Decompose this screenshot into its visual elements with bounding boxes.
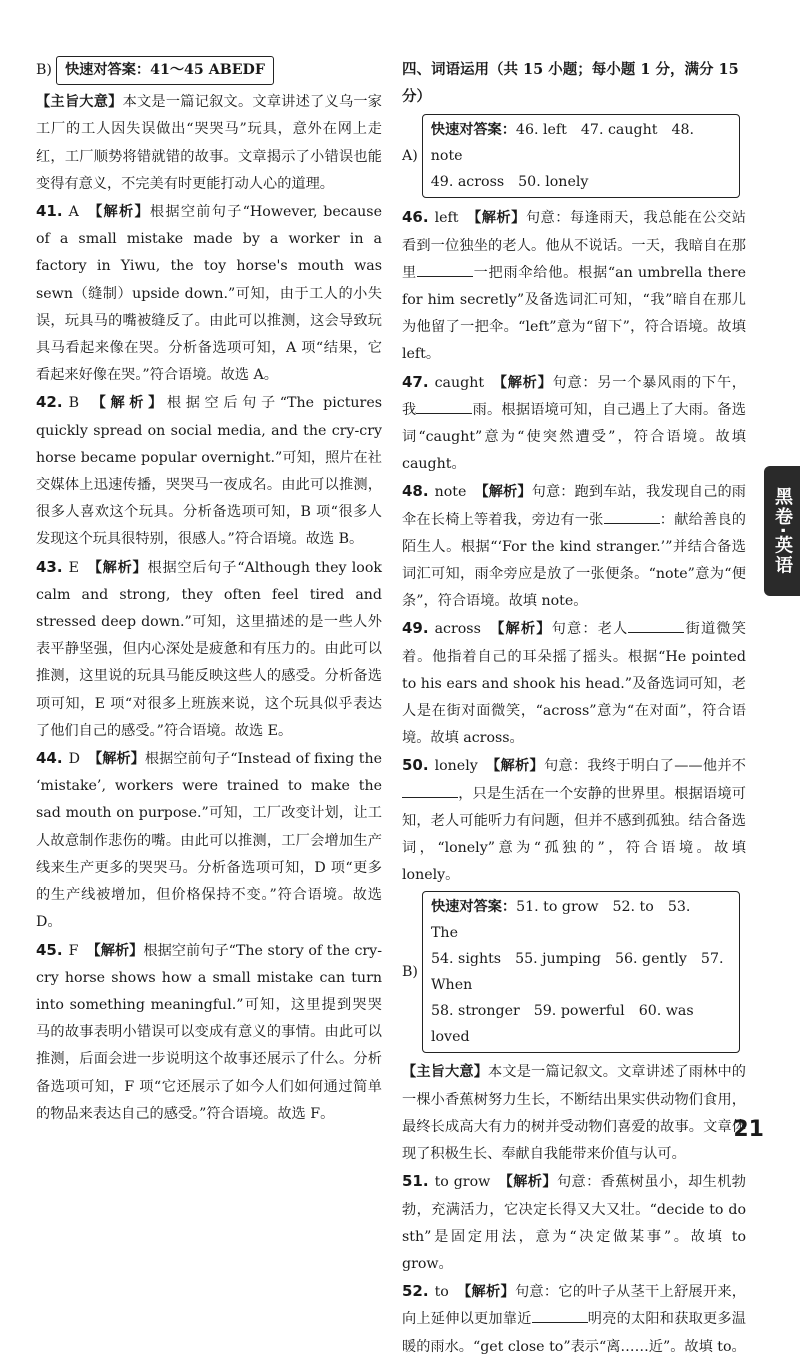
analysis-tag: 【解析】 — [456, 1284, 515, 1301]
left-column — [36, 56, 382, 1128]
analysis-text: 街道微笑着。他指着自己的耳朵摇了摇头。根据“He pointed to his ears and shook his head.”及备选词可知，老人是在街对面微笑，“across”意为“在对面”，符合语境。故填 across。 — [402, 621, 746, 747]
quick-answer-b — [402, 891, 746, 1053]
question-52 — [402, 1278, 746, 1361]
blank-line — [402, 783, 458, 798]
answer: F — [68, 942, 79, 959]
quick-answer-a — [402, 114, 746, 198]
question-number: 45. — [36, 940, 63, 959]
answer-entry: 46. left — [515, 122, 567, 139]
analysis-tag: 【解析】 — [466, 210, 526, 227]
main-idea-tag: 【主旨大意】 — [36, 94, 123, 111]
question-number: 41. — [36, 202, 63, 221]
analysis-text: 根据空前句子“Instead of fixing the ‘mistake’, workers were trained to make the sad mouth on purpose.”可知，工厂改变计划，让工人故意制作悲伤的嘴。由此可以推测，工厂会增加生产线来生产更多的哭哭马。分析备选项可知，D 项“更多的生产线被增加，但价格保持不变。”符合语境。故选 D。 — [36, 751, 382, 931]
quick-label: 快速对答案： — [64, 62, 151, 78]
answer-entry: 47. caught — [580, 122, 658, 139]
main-idea — [402, 1059, 746, 1168]
question-number: 49. — [402, 619, 429, 638]
blank-line — [628, 618, 684, 633]
question-45 — [36, 937, 382, 1128]
answer-entry: 60. was loved — [430, 1003, 694, 1046]
question-47 — [402, 369, 746, 479]
side-tab-label: 黑卷·英语 — [772, 486, 793, 576]
quick-answer-row — [36, 56, 382, 85]
answer-entry: 59. powerful — [533, 1003, 625, 1020]
answer: B — [68, 395, 80, 412]
analysis-text: 根据空前句子“However, because of a small mistake made by a worker in a factory in Yiwu, the toy horse's mouth was sewn（缝制）upside down.”可知，由于工人的小失误，玩具马的嘴被缝反了。由此可以推测，这会导致玩具马看起来像在哭。分析备选项可知，A 项“结果，它看起来好像在哭。”符合语境。故选 A。 — [36, 204, 382, 384]
question-number: 44. — [36, 749, 63, 768]
analysis-tag: 【解析】 — [87, 751, 145, 768]
question-number: 47. — [402, 372, 429, 391]
quick-row-2 — [431, 169, 731, 195]
analysis-tag: 【解析】 — [86, 204, 150, 221]
quick-label: 快速对答案： — [430, 899, 517, 916]
analysis-text: 根据空后句子“Although they look calm and strong, they often feel tired and stressed deep down.”可知，这里描述的是一些人外表平静坚强，但内心深处是疲惫和有压力的。由此可以推测，这里说的玩具马能反映这些人的感受。分析备选项可知，E 项“对很多上班族来说，这个玩具似乎表达了他们自己的感受。”符合语境。故选 E。 — [36, 559, 382, 739]
question-number: 46. — [402, 208, 429, 227]
quick-row-3 — [431, 998, 731, 1050]
question-51 — [402, 1168, 746, 1278]
analysis-tag: 【解析】 — [485, 758, 544, 775]
answer-entry: 55. jumping — [515, 951, 601, 968]
answer-entry: 54. sights — [430, 951, 502, 968]
answer-entry: 53. The — [430, 899, 691, 942]
analysis-text: 明亮的太阳和获取更多温暖的雨水。“get close to”表示“离……近”。故填 to。 — [402, 1311, 746, 1355]
quick-label: 快速对答案： — [430, 122, 516, 139]
quick-prefix: B) — [36, 62, 52, 78]
section-title: 四、词语运用（共 15 小题；每小题 1 分，满分 15 分） — [402, 61, 739, 106]
answer-entry: 52. to — [612, 899, 654, 916]
question-number: 51. — [402, 1172, 429, 1191]
answer: to grow — [434, 1174, 491, 1191]
analysis-text: 句意：它的叶子从茎干上舒展开来，向上延伸以更加靠近 — [402, 1284, 746, 1328]
quick-prefix: A) — [402, 147, 418, 164]
answer: D — [68, 751, 80, 768]
answer: to — [434, 1284, 449, 1301]
analysis-tag: 【解析】 — [488, 621, 552, 638]
question-number: 43. — [36, 557, 63, 576]
quick-row-2 — [431, 946, 731, 998]
answer-entry: 50. lonely — [518, 174, 589, 191]
subject-side-tab — [764, 466, 800, 596]
question-49 — [402, 615, 746, 752]
analysis-text: 句意：另一个暴风雨的下午，我 — [402, 374, 746, 418]
quick-answer-box — [56, 56, 274, 85]
analysis-text: 句意：跑到车站，我发现自己的雨伞在长椅上等着我，旁边有一张 — [402, 484, 746, 528]
quick-row-1 — [431, 117, 731, 169]
quick-value: 41～45 ABEDF — [150, 62, 265, 78]
question-number: 48. — [402, 482, 429, 501]
quick-prefix: B) — [402, 963, 418, 980]
analysis-tag: 【解析】 — [87, 395, 167, 412]
right-column — [402, 56, 746, 1361]
answer-entry: 49. across — [430, 174, 505, 191]
analysis-tag: 【解析】 — [498, 1174, 557, 1191]
analysis-text: ：献给善良的陌生人。根据“‘For the kind stranger.’”并结合备选词汇可知，雨伞旁应是放了一张便条。“note”意为“便条”，符合语境。故填 note。 — [402, 511, 746, 610]
answer: A — [68, 204, 79, 221]
answer: across — [434, 621, 481, 638]
blank-line — [416, 399, 472, 414]
analysis-text: 句意：我终于明白了——他并不 — [543, 758, 746, 775]
blank-line — [532, 1308, 588, 1323]
analysis-tag: 【解析】 — [86, 559, 148, 576]
analysis-text: 根据空前句子“The story of the cry-cry horse shows how a small mistake can turn into something meaningful.”可知，这里提到哭哭马的故事表明小错误可以变成有意义的事情。由此可以推测，后面会进一步说明这个故事还展示了什么。分析备选项可知，F 项“它还展示了如今人们如何通过简单的物品来表达自己的感受。”符合语境。故选 F。 — [36, 942, 382, 1122]
question-50 — [402, 752, 746, 889]
answer: note — [434, 484, 467, 501]
question-44 — [36, 745, 382, 936]
answer-entry: 51. to grow — [516, 899, 599, 916]
question-number: 42. — [36, 393, 63, 412]
analysis-tag: 【解析】 — [86, 942, 144, 959]
main-idea-tag: 【主旨大意】 — [402, 1064, 489, 1081]
question-48 — [402, 478, 746, 615]
question-43 — [36, 554, 382, 745]
page-number: 21 — [733, 1117, 764, 1142]
answer-entry: 58. stronger — [430, 1003, 520, 1020]
question-42 — [36, 389, 382, 553]
quick-answer-box — [422, 891, 740, 1053]
answer-entry: 48. note — [430, 122, 695, 165]
question-number: 50. — [402, 756, 429, 775]
analysis-text: 句意：每逢雨天，我总能在公交站看到一位独坐的老人。他从不说话。一天，我暗自在那里 — [402, 210, 746, 281]
question-number: 52. — [402, 1282, 429, 1301]
answer: E — [68, 559, 79, 576]
analysis-tag: 【解析】 — [474, 484, 532, 501]
blank-line — [604, 509, 660, 524]
answer: lonely — [434, 758, 478, 775]
answer-entry: 57. When — [430, 951, 724, 994]
analysis-text: 句意：老人 — [551, 621, 629, 638]
analysis-tag: 【解析】 — [492, 374, 553, 391]
answer: left — [434, 210, 459, 227]
main-idea — [36, 89, 382, 198]
question-46 — [402, 204, 746, 368]
quick-row-1 — [431, 894, 731, 946]
answer: caught — [434, 374, 485, 391]
analysis-text: 一把雨伞给他。根据“an umbrella there for him secretly”及备选词汇可知，“我”暗自在那儿为他留了一把伞。“left”意为“留下”，符合语境。故填 left。 — [402, 264, 746, 363]
analysis-text: 句意：香蕉树虽小，却生机勃勃，充满活力，它决定长得又大又壮。“decide to do sth”是固定用法，意为“决定做某事”。故填 to grow。 — [402, 1174, 746, 1272]
main-idea-text: 本文是一篇记叙文。文章讲述了雨林中的一棵小香蕉树努力生长，不断结出果实供动物们食用，最终长成高大有力的树并受动物们喜爱的故事。文章体现了积极生长、奉献自我能带来价值与认可。 — [402, 1064, 746, 1163]
question-41 — [36, 198, 382, 389]
answer-entry: 56. gently — [614, 951, 687, 968]
quick-answer-box — [422, 114, 740, 198]
analysis-text: 雨。根据语境可知，自己遇上了大雨。备选词“caught”意为“使突然遭受”，符合语境。故填 caught。 — [402, 401, 746, 473]
analysis-text: ，只是生活在一个安静的世界里。根据语境可知，老人可能听力有问题，但并不感到孤独。结合备选词，“lonely”意为“孤独的”，符合语境。故填 lonely。 — [402, 785, 746, 884]
blank-line — [417, 262, 473, 277]
main-idea-text: 本文是一篇记叙文。文章讲述了义乌一家工厂的工人因失误做出“哭哭马”玩具，意外在网上走红，工厂顺势将错就错的故事。文章揭示了小错误也能变得有意义，不完美有时更能打动人心的道理。 — [36, 94, 382, 192]
analysis-text: 根据空后句子“The pictures quickly spread on social media, and the cry-cry horse became popular overnight.”可知，照片在社交媒体上迅速传播，哭哭马一夜成名。由此可以推测，很多人喜欢这个玩具。分析备选项可知，B 项“很多人发现这个玩具很特别，很感人。”符合语境。故选 B。 — [36, 395, 382, 548]
